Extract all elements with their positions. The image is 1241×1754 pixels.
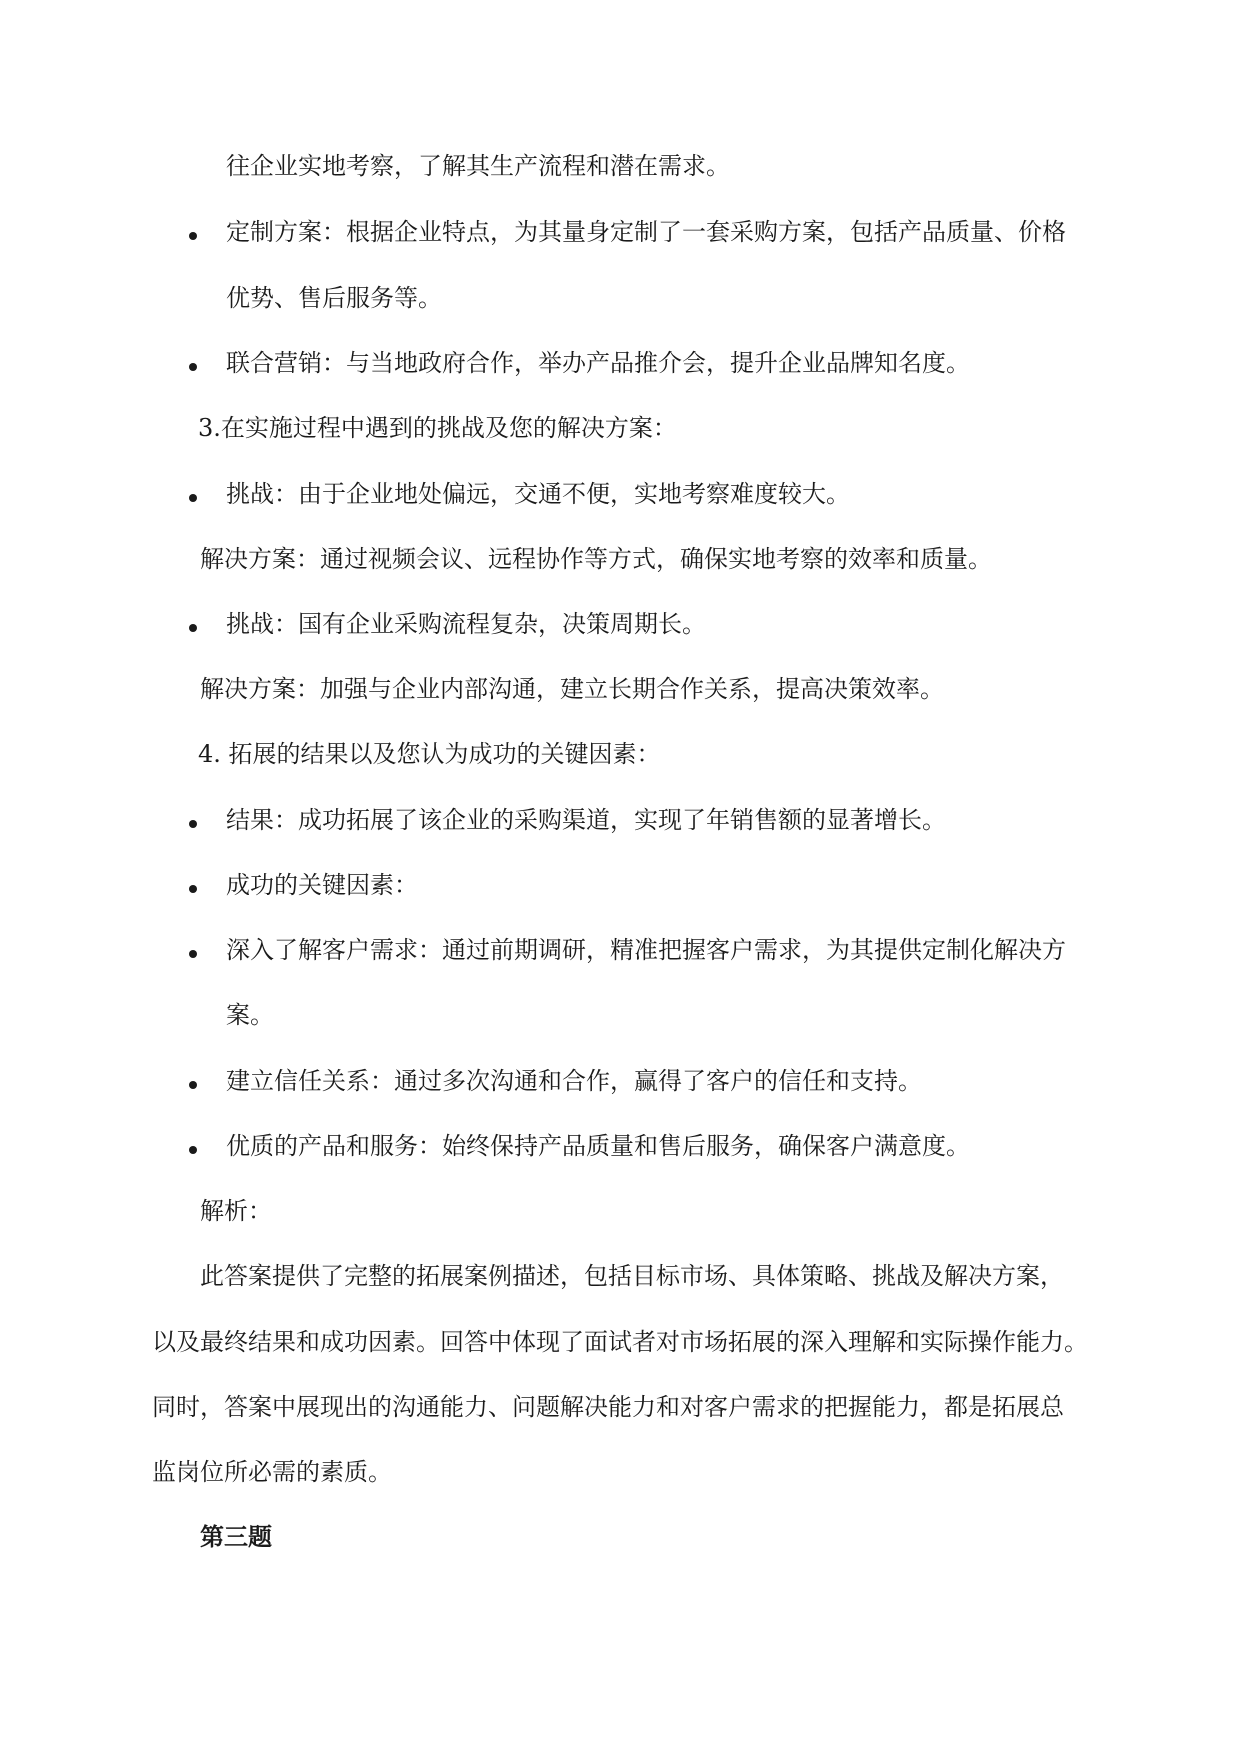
paragraph-line: 同时，答案中展现出的沟通能力、问题解决能力和对客户需求的把握能力，都是拓展总 [152, 1393, 1064, 1421]
list-item: 结果：成功拓展了该企业的采购渠道，实现了年销售额的显著增长。 [226, 806, 946, 834]
text-line: 优势、售后服务等。 [226, 284, 442, 312]
text-line: 解析： [200, 1197, 272, 1225]
text-line: 解决方案：加强与企业内部沟通，建立长期合作关系，提高决策效率。 [200, 675, 944, 703]
bullet-icon [189, 494, 197, 502]
bullet-icon [189, 1081, 197, 1089]
list-item: 联合营销：与当地政府合作，举办产品推介会，提升企业品牌知名度。 [226, 349, 970, 377]
paragraph-line: 此答案提供了完整的拓展案例描述，包括目标市场、具体策略、挑战及解决方案， [200, 1262, 1064, 1290]
text-line: 案。 [226, 1001, 274, 1029]
text-line: 往企业实地考察，了解其生产流程和潜在需求。 [226, 152, 730, 180]
question-heading: 第三题 [200, 1522, 272, 1551]
list-item: 挑战：国有企业采购流程复杂，决策周期长。 [226, 610, 706, 638]
bullet-icon [189, 885, 197, 893]
section-heading: 3.在实施过程中遇到的挑战及您的解决方案： [198, 414, 677, 442]
list-item: 挑战：由于企业地处偏远，交通不便，实地考察难度较大。 [226, 480, 850, 508]
bullet-icon [189, 1146, 197, 1154]
list-item: 定制方案：根据企业特点，为其量身定制了一套采购方案，包括产品质量、价格 [226, 218, 1066, 246]
paragraph-line: 以及最终结果和成功因素。回答中体现了面试者对市场拓展的深入理解和实际操作能力。 [152, 1328, 1088, 1356]
list-item: 优质的产品和服务：始终保持产品质量和售后服务，确保客户满意度。 [226, 1132, 970, 1160]
list-item: 深入了解客户需求：通过前期调研，精准把握客户需求，为其提供定制化解决方 [226, 936, 1066, 964]
list-item: 建立信任关系：通过多次沟通和合作，赢得了客户的信任和支持。 [226, 1067, 922, 1095]
list-item: 成功的关键因素： [226, 871, 418, 899]
bullet-icon [189, 624, 197, 632]
bullet-icon [189, 363, 197, 371]
section-heading: 4. 拓展的结果以及您认为成功的关键因素： [198, 740, 661, 768]
paragraph-line: 监岗位所必需的素质。 [152, 1458, 392, 1486]
bullet-icon [189, 820, 197, 828]
text-line: 解决方案：通过视频会议、远程协作等方式，确保实地考察的效率和质量。 [200, 545, 992, 573]
bullet-icon [189, 950, 197, 958]
bullet-icon [189, 232, 197, 240]
